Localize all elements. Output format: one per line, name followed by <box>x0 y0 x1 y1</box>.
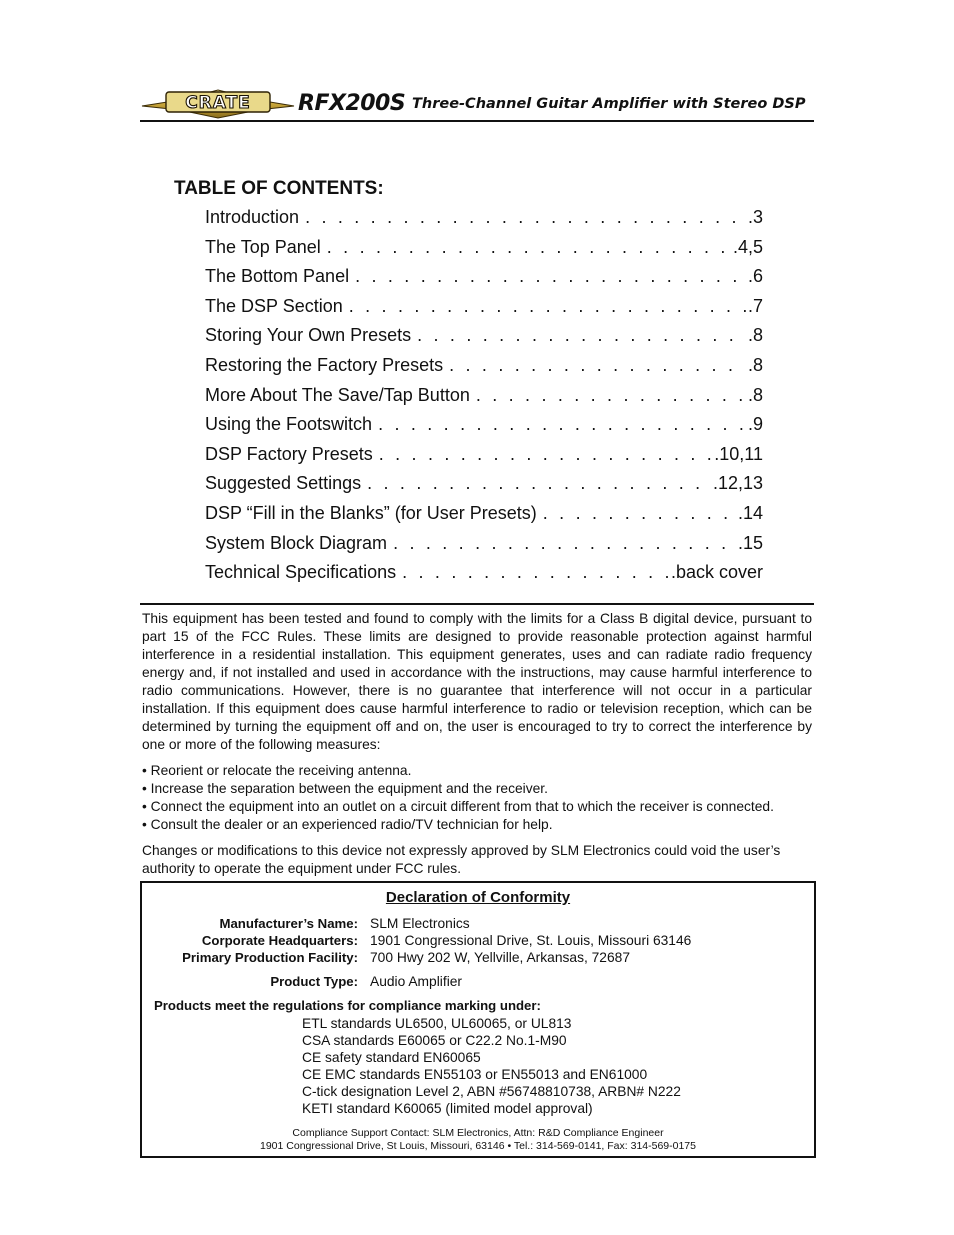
toc-leader <box>367 473 711 494</box>
toc-entry <box>205 533 763 563</box>
list-item: ETL standards UL6500, UL60065, or UL813 <box>302 1016 572 1031</box>
toc-entry-title: DSP Factory Presets <box>205 443 373 464</box>
toc-entry <box>205 296 763 326</box>
toc-entry-page: .8 <box>747 384 763 405</box>
production-facility-value: 700 Hwy 202 W, Yellville, Arkansas, 72687 <box>370 950 630 965</box>
production-facility-label: Primary Production Facility: <box>182 950 358 965</box>
toc-leader <box>402 562 669 583</box>
manufacturer-info <box>142 915 814 966</box>
toc-entry <box>205 473 763 503</box>
regulations-heading: Products meet the regulations for compliance marking under: <box>154 998 541 1013</box>
toc-entry-title: More About The Save/Tap Button <box>205 384 470 405</box>
toc-entry-page: .9 <box>747 414 763 435</box>
toc-entry-title: Technical Specifications <box>205 562 397 583</box>
toc-leader <box>393 533 736 554</box>
toc-leader <box>379 444 713 465</box>
table-of-contents <box>205 207 763 592</box>
toc-entry <box>205 237 763 267</box>
list-item: CE safety standard EN60065 <box>302 1050 481 1065</box>
toc-entry-title: Suggested Settings <box>205 473 362 494</box>
toc-leader <box>417 325 746 346</box>
toc-entry-title: Introduction <box>205 207 300 227</box>
toc-entry <box>205 503 763 533</box>
declaration-title: Declaration of Conformity <box>385 889 571 906</box>
fcc-measures-list <box>142 762 812 834</box>
toc-entry-title: The Top Panel <box>205 236 321 257</box>
toc-entry-title: The Bottom Panel <box>205 266 350 287</box>
toc-entry <box>205 325 763 355</box>
toc-entry-title: DSP “Fill in the Blanks” (for User Presets) <box>205 502 537 523</box>
toc-entry-page: .10,11 <box>714 443 763 464</box>
list-item: • Reorient or relocate the receiving antenna. <box>142 763 412 778</box>
contact-line: Compliance Support Contact: SLM Electronics, Attn: R&D Compliance Engineer <box>292 1127 664 1139</box>
toc-entry-title: Storing Your Own Presets <box>205 325 412 346</box>
manufacturer-label: Manufacturer’s Name: <box>219 916 358 931</box>
headquarters-value: 1901 Congressional Drive, St. Louis, Missouri 63146 <box>370 933 692 948</box>
crate-logo <box>140 84 296 120</box>
toc-entry <box>205 355 763 385</box>
toc-leader <box>378 414 746 435</box>
product-type-label: Product Type: <box>270 974 358 989</box>
toc-entry-page: .4,5 <box>732 236 763 257</box>
toc-leader <box>543 503 736 524</box>
toc-leader <box>476 385 746 406</box>
toc-entry <box>205 207 763 237</box>
declaration-of-conformity-box <box>140 881 816 1158</box>
toc-entry-page: .12,13 <box>712 473 763 494</box>
toc-entry-page: .back cover <box>670 562 763 583</box>
toc-entry-page: .7 <box>747 295 763 316</box>
fcc-changes-note: Changes or modifications to this device not expressly approved by SLM Electronics could void the user’s authority to operate the equipment under FCC rules. <box>142 843 781 876</box>
toc-entry <box>205 562 763 592</box>
toc-entry-page: .3 <box>747 207 763 227</box>
list-item: C-tick designation Level 2, ABN #56748810738, ARBN# N222 <box>302 1084 681 1099</box>
page-header <box>140 84 814 122</box>
toc-leader <box>305 207 746 228</box>
toc-entry-page: .8 <box>747 354 763 375</box>
toc-entry-title: Restoring the Factory Presets <box>205 354 444 375</box>
toc-entry <box>205 414 763 444</box>
toc-entry-title: The DSP Section <box>205 295 343 316</box>
standards-list <box>302 1015 681 1117</box>
product-type-value: Audio Amplifier <box>370 974 463 989</box>
list-item: CSA standards E60065 or C22.2 No.1-M90 <box>302 1033 567 1048</box>
headquarters-label: Corporate Headquarters: <box>201 933 358 948</box>
toc-leader <box>355 266 746 287</box>
toc-entry <box>205 385 763 415</box>
header-subtitle: Three-Channel Guitar Amplifier with Stereo DSP <box>412 96 806 112</box>
toc-entry-page: .6 <box>747 266 763 287</box>
list-item: • Consult the dealer or an experienced radio/TV technician for help. <box>142 817 553 832</box>
toc-entry-page: .8 <box>747 325 763 346</box>
toc-entry <box>205 444 763 474</box>
list-item: • Increase the separation between the equipment and the receiver. <box>142 781 548 796</box>
toc-entry-title: System Block Diagram <box>205 532 388 553</box>
model-name: RFX200S <box>298 91 406 116</box>
fcc-notice <box>142 610 812 878</box>
section-divider <box>140 603 814 605</box>
list-item: CE EMC standards EN55103 or EN55013 and EN61000 <box>302 1067 648 1082</box>
header-rule <box>140 120 814 122</box>
list-item: KETI standard K60065 (limited model approval) <box>302 1101 593 1116</box>
toc-title: TABLE OF CONTENTS: <box>174 178 384 199</box>
list-item: • Connect the equipment into an outlet on a circuit different from that to which the receiver is connected. <box>142 799 774 814</box>
toc-entry-page: .15 <box>737 532 763 553</box>
toc-leader <box>349 296 746 317</box>
toc-leader <box>449 355 746 376</box>
compliance-contact <box>142 1127 814 1152</box>
toc-entry-title: Using the Footswitch <box>205 414 373 435</box>
toc-leader <box>327 237 731 258</box>
fcc-paragraph: This equipment has been tested and found to comply with the limits for a Class B digital device, pursuant to part 15 of the FCC Rules. These limits are designed to provide reasonable protection against harmful interference in a residential installation. This equipment generates, uses and can radiate radio frequency energy and, if not installed and used in accordance with the instructions, may cause harmful interference to radio communications. However, there is no guarantee that interference will not occur in a particular installation. If this equipment does cause harmful interference to radio or television reception, which can be determined by turning the equipment off and on, the user is encouraged to try to correct the interference by one or more of the following measures: <box>142 611 812 752</box>
toc-entry-page: .14 <box>737 502 763 523</box>
logo-wordmark: CRATE <box>185 93 251 113</box>
product-type-info <box>142 973 814 990</box>
manufacturer-value: SLM Electronics <box>370 916 470 931</box>
toc-entry <box>205 266 763 296</box>
contact-line: 1901 Congressional Drive, St Louis, Missouri, 63146 • Tel.: 314-569-0141, Fax: 314-569-0175 <box>260 1139 696 1152</box>
